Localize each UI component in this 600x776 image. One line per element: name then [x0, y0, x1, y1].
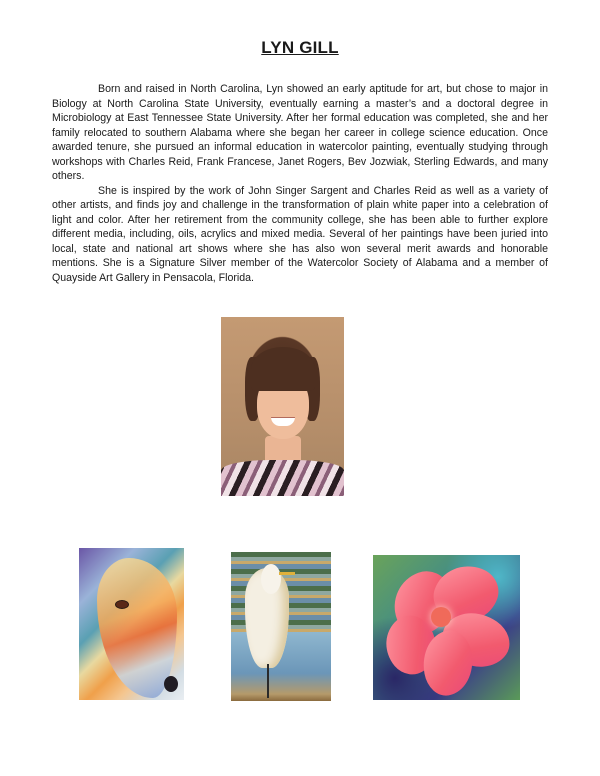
- egret-beak-shape: [279, 572, 295, 575]
- horse-watercolor-painting: [79, 548, 184, 700]
- pink-lily-painting: [373, 555, 520, 700]
- horse-nostril-shape: [164, 676, 178, 692]
- bio-paragraph: She is inspired by the work of John Singer Sargent and Charles Reid as well as a variety of other artists, and finds joy and challenge in the transformation of plain white paper into a celebration of light and color. After her retirement from the community college, she has been able to further explore different media, including, oils, acrylics and mixed media. Several of her paintings have been juried into local, state and national art shows where she has also won several merit awards and honorable mentions. She is a Signature Silver member of the Watercolor Society of Alabama and a member of Quayside Art Gallery in Pensacola, Florida.: [52, 184, 548, 284]
- egret-neck-shape: [261, 564, 281, 594]
- egret-leg-shape: [267, 664, 269, 698]
- shirt-shape: [221, 460, 344, 496]
- page-title: LYN GILL: [261, 38, 339, 57]
- artist-portrait-photo: [221, 317, 344, 496]
- biography: [52, 82, 548, 285]
- bio-paragraph: Born and raised in North Carolina, Lyn showed an early aptitude for art, but chose to major in Biology at North Carolina State University, eventually earning a master’s and a doctoral degree in Microbiology at East Tennessee State University. After her formal education was completed, she and her family relocated to southern Alabama where she began her career in college science education. Once awarded tenure, she pursued an informal education in watercolor painting, eventually studying through workshops with Charles Reid, Frank Francese, Janet Rogers, Bev Jozwiak, Sterling Edwards, and many others.: [52, 83, 548, 182]
- egret-watercolor-painting: [231, 552, 331, 701]
- flower-center-shape: [431, 607, 451, 627]
- horse-head-shape: [97, 558, 177, 698]
- bangs-shape: [251, 347, 315, 391]
- horse-eye-shape: [115, 600, 129, 609]
